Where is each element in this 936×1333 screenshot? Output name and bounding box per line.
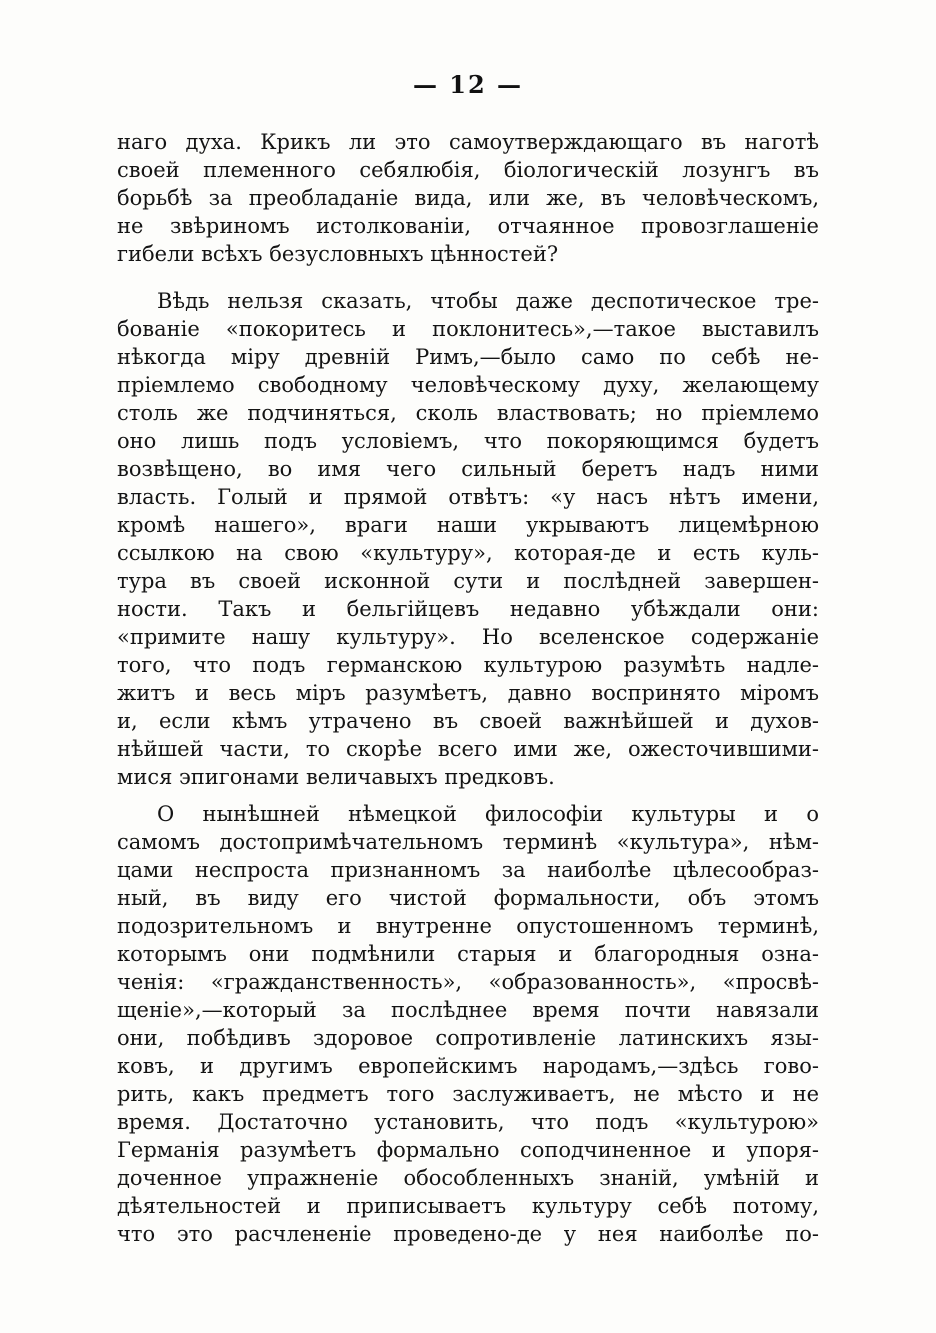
page-number: — 12 — — [412, 70, 524, 99]
text-line: цами неспроста признанномъ за наиболѣе цѣлесообраз- — [117, 858, 819, 882]
text-line: «примите нашу культуру». Но вселенское содержаніе — [117, 625, 819, 649]
text-line: ковъ, и другимъ европейскимъ народамъ,—здѣсь гово- — [117, 1054, 819, 1078]
text-line: мися эпигонами величавыхъ предковъ. — [117, 765, 555, 789]
text-line: ченія: «гражданственность», «образованность», «просвѣ- — [117, 970, 819, 994]
text-line: своей племенного себялюбія, біологическій лозунгъ въ — [117, 158, 819, 182]
text-line: ссылкою на свою «культуру», которая-де и есть куль- — [117, 541, 819, 565]
text-line: Вѣдь нельзя сказать, чтобы даже деспотическое тре- — [157, 289, 819, 313]
text-line: и, если кѣмъ утрачено въ своей важнѣйшей и духов- — [117, 709, 819, 733]
text-line: они, побѣдивъ здоровое сопротивленіе латинскихъ язы- — [117, 1026, 819, 1050]
text-line: бованіе «покоритесь и поклонитесь»,—такое выставилъ — [117, 317, 819, 341]
text-line: подозрительномъ и внутренне опустошенномъ терминѣ, — [117, 914, 819, 938]
text-line: дѣятельностей и приписываетъ культуру себѣ потому, — [117, 1194, 819, 1218]
text-line: не звѣриномъ истолкованіи, отчаянное провозглашеніе — [117, 214, 819, 238]
text-line: ный, въ виду его чистой формальности, объ этомъ — [117, 886, 819, 910]
text-line: кромѣ нашего», враги наши укрываютъ лицемѣрною — [117, 513, 819, 537]
text-line: которымъ они подмѣнили старыя и благородныя озна- — [117, 942, 819, 966]
text-line: власть. Голый и прямой отвѣтъ: «у насъ нѣтъ имени, — [117, 485, 819, 509]
text-line: тура въ своей исконной сути и послѣдней завершен- — [117, 569, 819, 593]
paragraph-2 — [117, 287, 819, 791]
text-line: нѣйшей части, то скорѣе всего ими же, ожесточившими- — [117, 737, 819, 761]
text-line: гибели всѣхъ безусловныхъ цѣнностей? — [117, 242, 559, 266]
text-line: оно лишь подъ условіемъ, что покоряющимся будетъ — [117, 429, 819, 453]
text-line: Германія разумѣетъ формально соподчиненное и упоря- — [117, 1138, 819, 1162]
text-line: того, что подъ германскою культурою разумѣть надле- — [117, 653, 819, 677]
text-line: О нынѣшней нѣмецкой философіи культуры и о — [157, 802, 819, 826]
paragraph-1 — [117, 128, 819, 268]
text-line: что это расчлененіе проведено-де у нея наиболѣе по- — [117, 1222, 819, 1246]
text-line: нѣкогда міру древній Римъ,—было само по себѣ не- — [117, 345, 819, 369]
text-line: житъ и весь міръ разумѣетъ, давно воспринято міромъ — [117, 681, 819, 705]
text-line: доченное упражненіе обособленныхъ знаній, умѣній и — [117, 1166, 819, 1190]
text-line: время. Достаточно установить, что подъ «культурою» — [117, 1110, 819, 1134]
text-line: самомъ достопримѣчательномъ терминѣ «культура», нѣм- — [117, 830, 819, 854]
text-line: возвѣщено, во имя чего сильный беретъ надъ ними — [117, 457, 819, 481]
text-line: столь же подчиняться, сколь властвовать; но пріемлемо — [117, 401, 819, 425]
text-line: ности. Такъ и бельгійцевъ недавно убѣждали они: — [117, 597, 819, 621]
text-line: борьбѣ за преобладаніе вида, или же, въ человѣческомъ, — [117, 186, 819, 210]
text-line: щеніе»,—который за послѣднее время почти навязали — [117, 998, 819, 1022]
paragraph-3 — [117, 800, 819, 1248]
text-line: рить, какъ предметъ того заслуживаетъ, не мѣсто и не — [117, 1082, 819, 1106]
text-line: наго духа. Крикъ ли это самоутверждающаго въ наготѣ — [117, 130, 819, 154]
text-line: пріемлемо свободному человѣческому духу, желающему — [117, 373, 819, 397]
